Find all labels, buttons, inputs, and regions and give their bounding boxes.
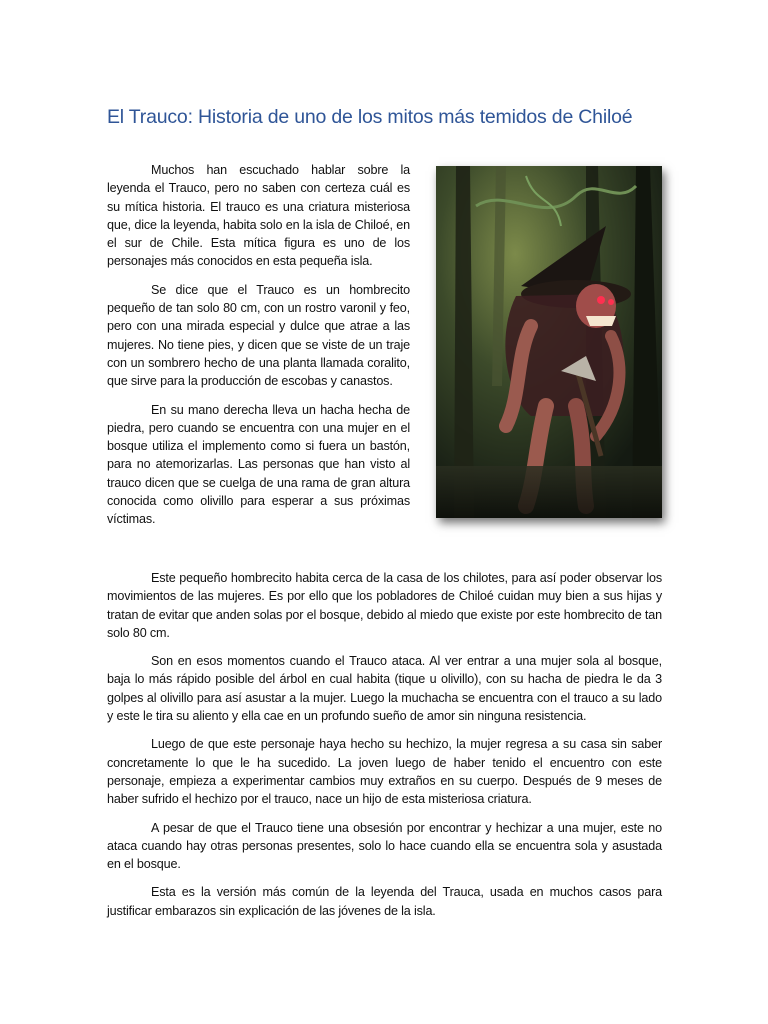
paragraph-5: Son en esos momentos cuando el Trauco ataca. Al ver entrar a una mujer sola al bosque, baja lo más rápido posible del árbol en cual habita (tique u olivillo), con su hacha de piedra le da 3 golpes al olivillo para así asustar a la mujer. Luego la muchacha se encuentra con el trauco a su lado y este le tira su aliento y ella cae en un profundo sueño de amor sin ninguna resistencia.: [107, 654, 662, 724]
document-title: El Trauco: Historia de uno de los mitos más temidos de Chiloé: [107, 106, 633, 128]
paragraph-7: A pesar de que el Trauco tiene una obsesión por encontrar y hechizar a una mujer, este no ataca cuando hay otras personas presentes, solo lo hace cuando ella se encuentra sola y asustada en el bosque.: [107, 820, 662, 872]
paragraph-3: En su mano derecha lleva un hacha hecha de piedra, pero cuando se encuentra con una mujer en el bosque utiliza el implemento como si fuera un bastón, para no atemorizarlas. Las personas que han visto al trauco dicen que se cuelga de una rama de gran altura conocida como olivillo para esperar a sus próximas víctimas.: [107, 402, 410, 527]
paragraph-8: Esta es la versión más común de la leyenda del Trauca, usada en muchos casos para justificar embarazos sin explicación de las jóvenes de la isla.: [107, 885, 662, 918]
trauco-illustration: [436, 166, 662, 518]
paragraph-1: Muchos han escuchado hablar sobre la leyenda el Trauco, pero no saben con certeza cuál es su mítica historia. El trauco es una criatura misteriosa que, dice la leyenda, habita solo en la isla de Chiloé, en el sur de Chile. Esta mítica figura es uno de los personajes más conocidos en esta pequeña isla.: [107, 163, 410, 269]
paragraph-4: Este pequeño hombrecito habita cerca de la casa de los chilotes, para así poder observar los movimientos de las mujeres. Es por ello que los pobladores de Chiloé cuidan muy bien a sus hijas y tratan de evitar que anden solas por el bosque, debido al miedo que existe por este hombrecito de tan solo 80 cm.: [107, 571, 662, 640]
paragraph-2: Se dice que el Trauco es un hombrecito pequeño de tan solo 80 cm, con un rostro varonil y feo, pero con una mirada especial y dulce que atrae a las mujeres. No tiene pies, y dicen que se viste de un traje con un sombrero hecho de una planta llamada coralito, que sirve para la producción de escobas y canastos.: [107, 282, 410, 389]
left-column: [107, 161, 410, 539]
full-width-column: [107, 569, 662, 930]
paragraph-6: Luego de que este personaje haya hecho su hechizo, la mujer regresa a su casa sin saber concretamente lo que le ha sucedido. La joven luego de haber tenido el encuentro con este personaje, empieza a experimentar cambios muy extraños en su cuerpo. Después de 9 meses de haber sufrido el hechizo por el trauco, nace un hijo de esta misteriosa criatura.: [107, 737, 662, 807]
